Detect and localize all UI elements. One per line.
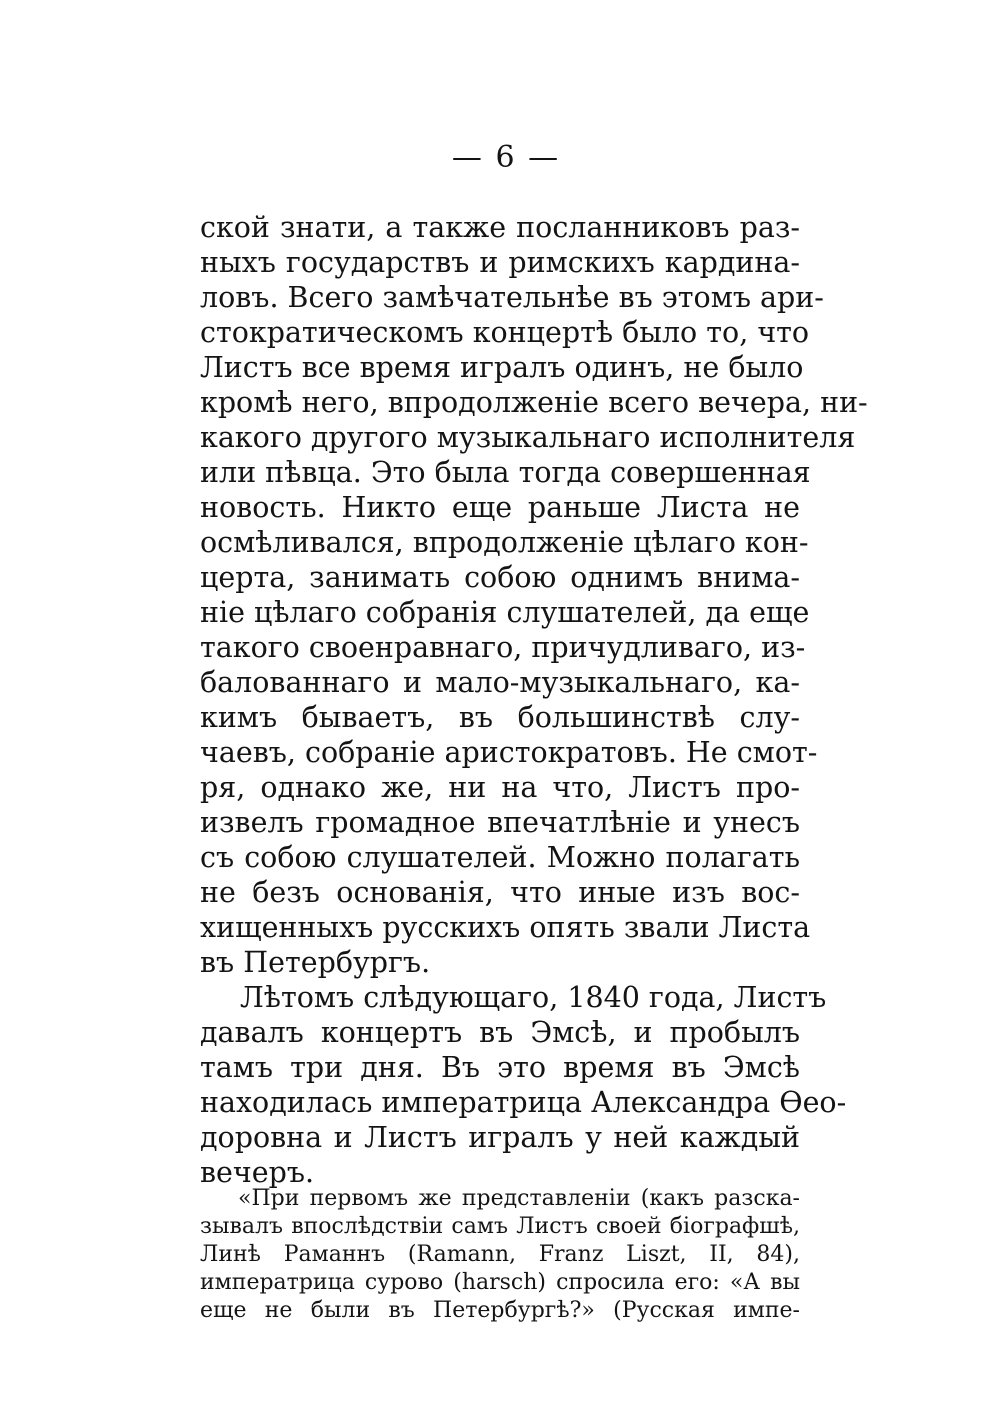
text-line: балованнаго и мало-музыкальнаго, ка-	[200, 666, 800, 699]
text-line: находилась императрица Александра Ѳео-	[200, 1086, 847, 1119]
footnote-line: «При первомъ же представленіи (какъ разска-	[238, 1186, 800, 1211]
text-line: кромѣ него, впродолженіе всего вечера, ни-	[200, 386, 868, 419]
text-line: хищенныхъ русскихъ опять звали Листа	[200, 911, 811, 944]
text-line: доровна и Листъ игралъ у ней каждый	[200, 1121, 800, 1154]
text-line: такого своенравнаго, причудливаго, из-	[200, 631, 806, 664]
footnote-line: Линѣ Раманнъ (Ramann, Franz Liszt, II, 84),	[200, 1242, 800, 1267]
footnote	[200, 1185, 800, 1325]
text-line: давалъ концертъ въ Эмсѣ, и пробылъ	[200, 1016, 800, 1049]
text-line: церта, занимать собою однимъ внима-	[200, 561, 800, 594]
main-text	[200, 210, 868, 1190]
text-line: ря, однако же, ни на что, Листъ про-	[200, 771, 800, 804]
text-line: съ собою слушателей. Можно полагать	[200, 841, 800, 874]
text-line: Лѣтомъ слѣдующаго, 1840 года, Листъ	[240, 981, 827, 1014]
text-line: кимъ бываетъ, въ большинствѣ слу-	[200, 701, 800, 734]
text-line: ловъ. Всего замѣчательнѣе въ этомъ ари-	[200, 281, 824, 314]
text-line: извелъ громадное впечатлѣніе и унесъ	[200, 806, 800, 839]
text-line: или пѣвца. Это была тогда совершенная	[200, 456, 811, 489]
paragraph-1	[200, 210, 868, 980]
text-line: ской знати, а также посланниковъ раз-	[200, 211, 800, 244]
paragraph-2	[200, 980, 847, 1190]
text-line: тамъ три дня. Въ это время въ Эмсѣ	[200, 1051, 800, 1084]
text-line: не безъ основанія, что иные изъ вос-	[200, 876, 800, 909]
text-line: вечеръ.	[200, 1156, 315, 1189]
text-line: чаевъ, собраніе аристократовъ. Не смот-	[200, 736, 818, 769]
footnote-line: еще не были въ Петербургѣ?» (Русская импе-	[200, 1298, 800, 1323]
text-line: осмѣливался, впродолженіе цѣлаго кон-	[200, 526, 809, 559]
text-line: Листъ все время игралъ одинъ, не было	[200, 351, 804, 384]
text-line: ныхъ государствъ и римскихъ кардина-	[200, 246, 800, 279]
footnote-line: императрица сурово (harsch) спросила его: «А вы	[200, 1270, 800, 1295]
text-line: ніе цѣлаго собранія слушателей, да еще	[200, 596, 810, 629]
text-line: какого другого музыкальнаго исполнителя	[200, 421, 856, 454]
text-line: въ Петербургъ.	[200, 946, 431, 979]
text-line: новость. Никто еще раньше Листа не	[200, 491, 800, 524]
text-line: стократическомъ концертѣ было то, что	[200, 316, 810, 349]
footnote-line: зывалъ впослѣдствіи самъ Листъ своей біографшѣ,	[200, 1214, 800, 1239]
page-number: — 6 —	[451, 140, 561, 175]
